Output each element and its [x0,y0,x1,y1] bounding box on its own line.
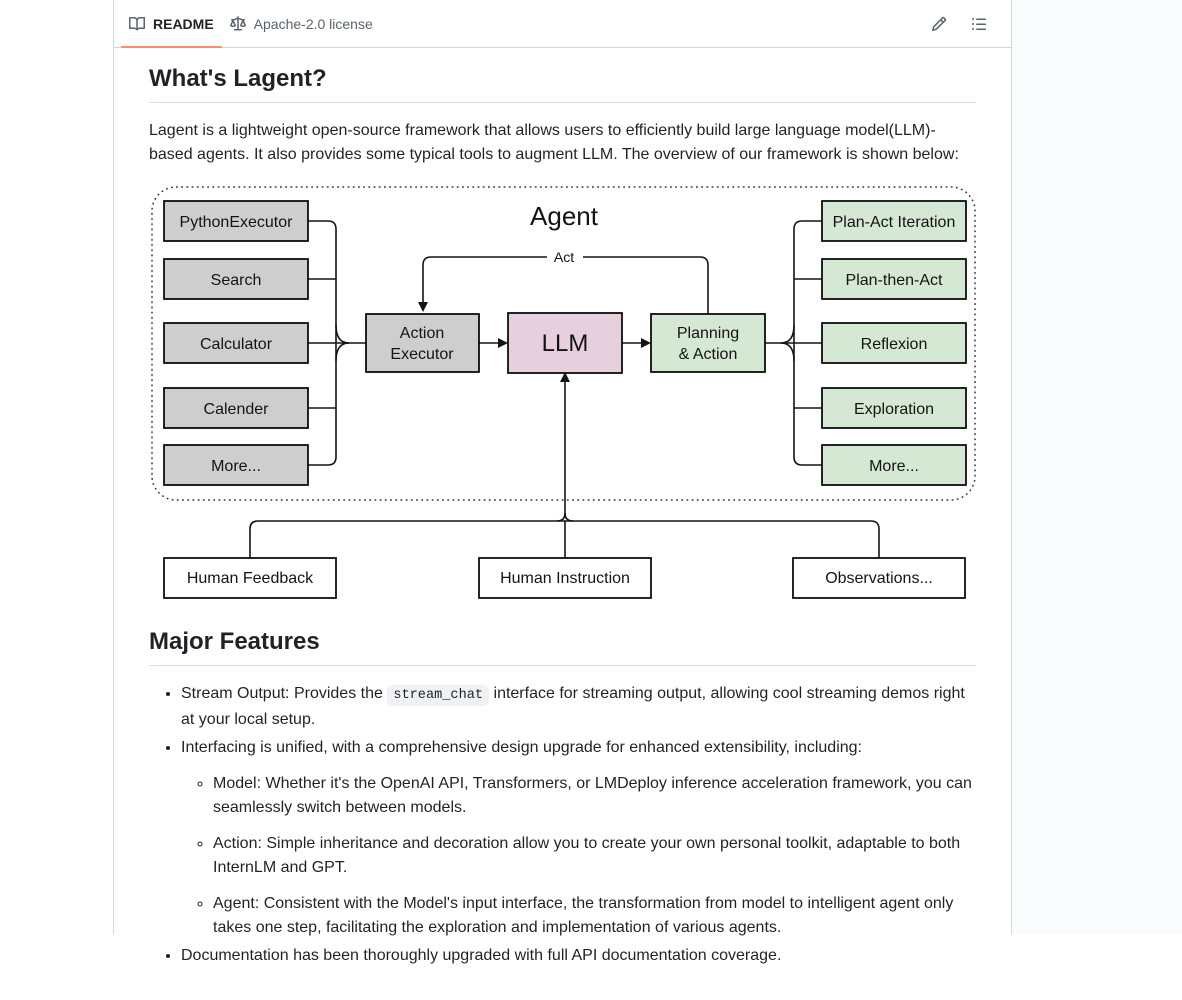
law-scales-icon [230,16,246,32]
diagram-box-reflexion [822,323,966,363]
edit-readme-button[interactable] [923,8,955,40]
interfacing-sublist [181,772,976,940]
page-background-right [1012,0,1182,934]
diagram-box-label: Executor [390,346,454,363]
outline-button[interactable] [963,8,995,40]
diagram-title: Agent [530,201,598,231]
diagram-box-label: LLM [541,330,589,357]
diagram-box-search [164,259,308,299]
subfeature-item-action: ◦ Action: Simple inheritance and decoration allow you to create your own personal toolkit, adaptable to both InternLM and GPT. [213,832,976,880]
inline-code-stream-chat: stream_chat [387,685,489,706]
tab-readme-label: README [153,15,214,32]
diagram-box-label: Observations... [825,570,933,587]
diagram-box-label: Plan-then-Act [845,272,943,289]
diagram-box-label: Calculator [199,336,273,353]
feature-item-interfacing [181,736,976,940]
diagram-box-human-instruction [479,558,651,598]
features-list [149,682,976,968]
diagram-box-label: More... [869,458,919,475]
subfeature-item-model: ◦ Model: Whether it's the OpenAI API, Transformers, or LMDeploy inference acceleration framework, you can seamlessly switch between models. [213,772,976,820]
diagram-box-python-executor [164,201,308,241]
readme-content [114,48,1011,1000]
diagram-box-plan-then-act [822,259,966,299]
tab-readme[interactable] [121,0,222,47]
diagram-box-label: PythonExecutor [179,214,293,231]
agent-architecture-diagram [149,183,976,603]
tab-license-label: Apache-2.0 license [253,15,373,32]
book-icon [129,16,145,32]
diagram-box-plan-act-iteration [822,201,966,241]
section-title-major-features: Major Features [149,627,976,666]
diagram-box-label: Plan-Act Iteration [832,214,956,231]
tab-license[interactable] [222,0,381,47]
agent-diagram-svg [149,183,978,603]
diagram-box-label: Search [210,272,262,289]
readme-card [113,0,1012,964]
diagram-box-label: Human Feedback [186,570,314,587]
intro-paragraph: Lagent is a lightweight open-source framework that allows users to efficiently build large language model(LLM)-based agents. It also provides some typical tools to augment LLM. The overview of our framework is shown below: [149,122,959,163]
pencil-icon [931,16,947,32]
diagram-box-label: Action [399,325,445,342]
feature-text: Interfacing is unified, with a comprehensive design upgrade for enhanced extensibility, including: [181,739,862,756]
diagram-box-label: More... [211,458,261,475]
diagram-box-label: Exploration [853,401,935,418]
diagram-box-strategies-more [822,445,966,485]
feature-text: Stream Output: Provides the [181,685,388,702]
diagram-box-tools-more [164,445,308,485]
diagram-box-human-feedback [164,558,336,598]
diagram-box-label: Planning [676,325,740,342]
diagram-connectors [250,221,879,558]
readme-tabbar [114,0,1011,48]
section-title-whats-lagent: What's Lagent? [149,64,976,103]
act-label: Act [553,249,575,265]
diagram-box-planning-action [651,314,765,372]
diagram-box-llm [508,313,622,373]
diagram-box-label: Calender [203,401,269,418]
diagram-box-calculator [164,323,308,363]
diagram-box-label: Human Instruction [500,570,630,587]
subfeature-item-agent: ◦ Agent: Consistent with the Model's input interface, the transformation from model to intelligent agent only takes one step, facilitating the exploration and implementation of various agents. [213,892,976,940]
diagram-box-calender [164,388,308,428]
diagram-box-exploration [822,388,966,428]
diagram-box-observations [793,558,965,598]
feature-item-stream-output [181,682,976,732]
diagram-box-label: & Action [678,346,738,363]
tabbar-actions [923,0,995,47]
diagram-box-action-executor [366,314,479,372]
feature-item-documentation: • Documentation has been thoroughly upgraded with full API documentation coverage. [181,944,976,968]
list-unordered-icon [971,16,987,32]
feature-text: interface for streaming output, allowing cool streaming demos right at your local setup. [181,685,965,728]
diagram-box-label: Reflexion [860,336,928,353]
